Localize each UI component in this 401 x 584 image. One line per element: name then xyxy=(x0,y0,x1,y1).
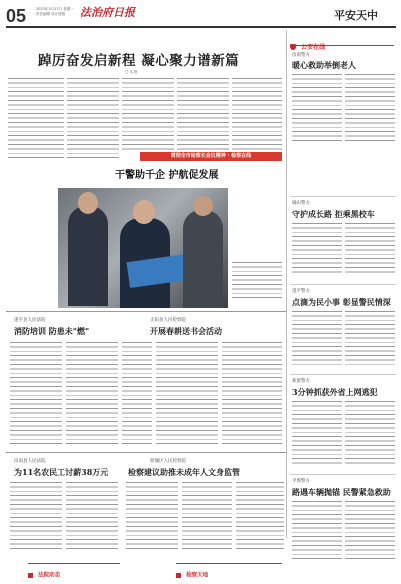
sidebar-story-4-body-b xyxy=(345,401,395,467)
sidebar-story-5-title: 路遇车辆抛锚 民警紧急救助 xyxy=(292,487,391,497)
sidebar-label xyxy=(290,36,394,51)
logo: 法治府日报 xyxy=(80,6,135,19)
sidebar-rule-2 xyxy=(290,284,396,285)
lead-column-2 xyxy=(67,78,119,158)
footer-right-tab xyxy=(176,563,282,579)
sidebar-story-1-kicker: 汝南警方 xyxy=(292,53,310,58)
footer-left-label: 法院动态 xyxy=(38,572,61,579)
sidebar-story-4-title: 3分钟抓获外省上网逃犯 xyxy=(292,387,378,397)
sidebar-story-4-kicker: 新蔡警方 xyxy=(292,379,310,384)
date-line xyxy=(36,7,74,17)
photo-caption: 干警助千企 护航促发展 xyxy=(115,170,219,181)
sidebar-story-3-body-a xyxy=(292,311,342,367)
footer-left-tab xyxy=(28,563,120,579)
lead-column-3 xyxy=(122,78,174,150)
sidebar-story-3-title: 点滴为民小事 彰显警民情深 xyxy=(292,297,391,307)
lead-photo xyxy=(58,188,228,308)
bottom-story-1-body-b xyxy=(66,342,118,446)
bottom-story-4-body-c xyxy=(236,482,284,552)
page-number: 05 xyxy=(6,6,27,26)
sidebar-story-5-body-a xyxy=(292,501,342,559)
bottom-story-1-body-a xyxy=(10,342,62,446)
bottom-rule-mid xyxy=(6,452,286,453)
lead-column-4 xyxy=(177,78,229,150)
masthead-rule xyxy=(6,26,396,28)
sidebar-story-2-kicker: 确山警方 xyxy=(292,201,310,206)
bottom-story-1-title: 消防培训 防患未"燃" xyxy=(14,326,90,336)
lead-column-1 xyxy=(8,78,64,158)
sidebar-story-3-body-b xyxy=(345,311,395,367)
bottom-story-2-title: 开展春耕送书会活动 xyxy=(150,326,222,336)
bottom-story-3-title: 为11名农民工讨薪38万元 xyxy=(14,467,109,477)
sidebar-story-1-body-a xyxy=(292,74,342,142)
photo-figure-left-head xyxy=(78,192,98,214)
photo-side-text xyxy=(232,262,282,298)
sidebar-divider xyxy=(286,30,287,538)
photo-figure-right xyxy=(183,210,223,308)
bottom-story-3-body-b xyxy=(66,482,118,552)
sidebar-label-text: 公安在线 xyxy=(301,44,326,51)
sidebar-rule-4 xyxy=(290,474,396,475)
sidebar-story-1-body-b xyxy=(345,74,395,142)
bottom-story-1-kicker: 遂平县人民法院 xyxy=(14,318,46,323)
bottom-story-2-kicker: 正阳县人民检察院 xyxy=(150,318,186,323)
sidebar-story-4-body-a xyxy=(292,401,342,467)
lead-byline: □ 本 报 xyxy=(125,70,138,74)
bottom-story-2-body-b xyxy=(222,342,282,446)
photo-figure-left xyxy=(68,206,108,306)
bottom-story-3-kicker: 汝南县人民法院 xyxy=(14,459,46,464)
bottom-story-4-title: 检察建议助推未成年人文身监管 xyxy=(128,467,240,477)
lead-column-5 xyxy=(232,78,282,150)
sidebar-story-2-title: 守护成长路 拒乘黑校车 xyxy=(292,209,375,219)
bottom-story-4-body-a xyxy=(126,482,178,552)
scales-icon xyxy=(176,573,181,578)
sidebar-story-2-body-a xyxy=(292,223,342,275)
bottom-story-3-body-a xyxy=(10,482,62,552)
sidebar-story-1-title: 暖心救助举倒老人 xyxy=(292,60,356,70)
footer-right-label: 检察天地 xyxy=(186,572,209,579)
sidebar-story-5-kicker: 平舆警方 xyxy=(292,479,310,484)
bottom-rule-top xyxy=(6,311,286,312)
date-line-1: 2023年3月27日 星期一 xyxy=(36,7,74,11)
photo-figure-right-head xyxy=(193,196,213,216)
shield-icon xyxy=(290,44,296,50)
photo-figure-center-head xyxy=(133,200,155,224)
sidebar-story-3-kicker: 遂平警方 xyxy=(292,289,310,294)
section-name: 平安天中 xyxy=(334,9,378,22)
bottom-story-2-body-a xyxy=(156,342,218,446)
sidebar-story-2-body-b xyxy=(345,223,395,275)
lead-banner: 贯彻全市检察长会议精神 · 检察在线 xyxy=(140,152,282,161)
sidebar-rule-3 xyxy=(290,374,396,375)
bottom-story-4-kicker: 驿城区人民检察院 xyxy=(150,459,186,464)
sidebar-story-5-body-b xyxy=(345,501,395,559)
gavel-icon xyxy=(28,573,33,578)
sidebar-rule-1 xyxy=(290,196,396,197)
date-line-2: 责任编辑 设计排版 xyxy=(36,12,66,16)
bottom-story-4-body-b xyxy=(182,482,232,552)
bottom-story-1-body-c xyxy=(122,342,152,446)
lead-headline: 踔厉奋发启新程 凝心聚力谱新篇 xyxy=(38,53,240,69)
